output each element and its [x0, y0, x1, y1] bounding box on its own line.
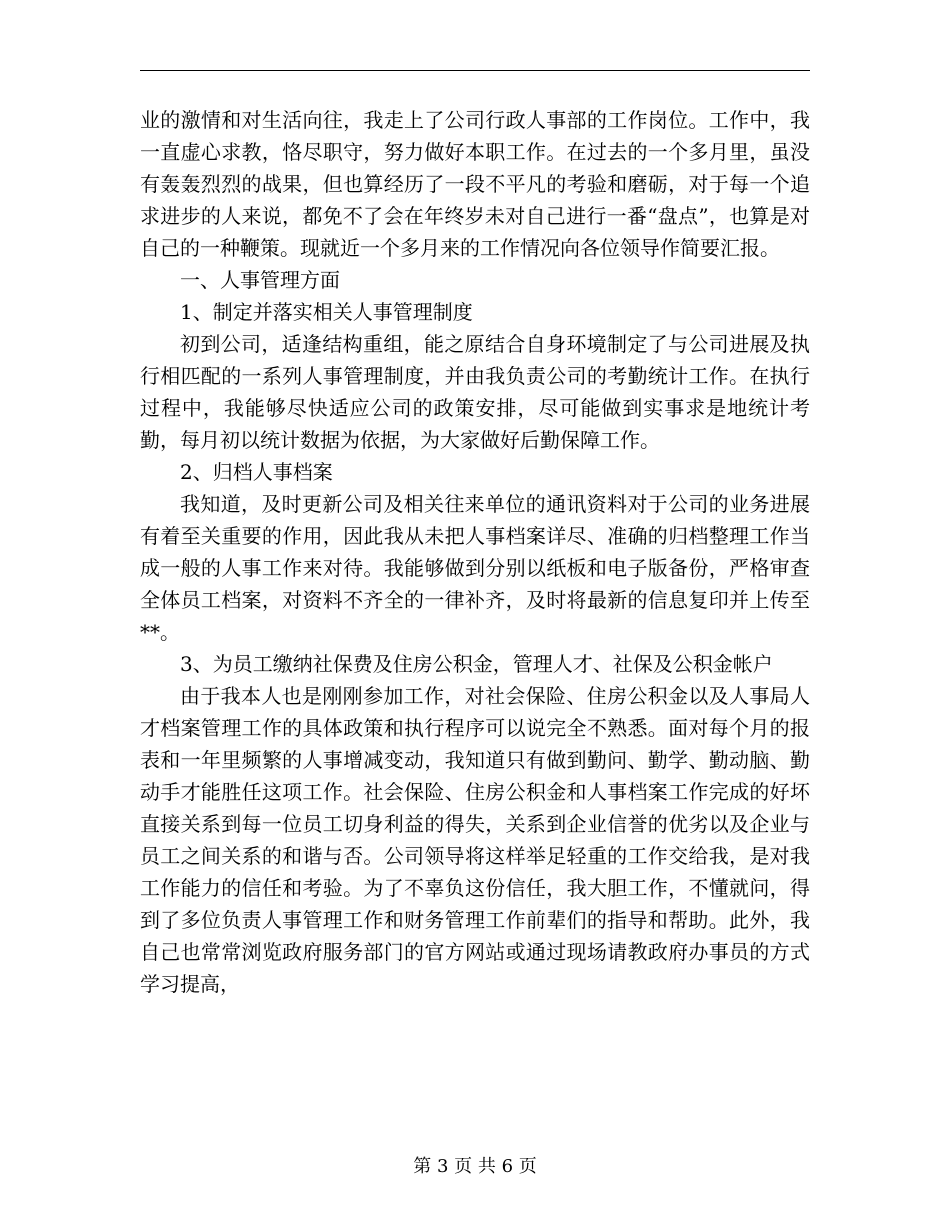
- paragraph: 一、人事管理方面: [180, 268, 340, 292]
- paragraph: 初到公司，适逢结构重组，能之原结合自身环境制定了与公司进展及执行相匹配的一系列人事管理制度，并由我负责公司的考勤统计工作。在执行过程中，我能够尽快适应公司的政策安排，尽可能做到实事求是地统计考勤，每月初以统计数据为依据，为大家做好后勤保障工作。: [140, 332, 810, 452]
- body-text: [140, 104, 810, 1000]
- paragraph: 业的激情和对生活向往，我走上了公司行政人事部的工作岗位。工作中，我一直虚心求教，恪尽职守，努力做好本职工作。在过去的一个多月里，虽没有轰轰烈烈的战果，但也算经历了一段不平凡的考验和磨砺，对于每一个追求进步的人来说，都免不了会在年终岁未对自己进行一番“盘点”，也算是对自己的一种鞭策。现就近一个多月来的工作情况向各位领导作简要汇报。: [140, 108, 810, 260]
- header-rule: [140, 70, 810, 71]
- page-footer: 第 3 页 共 6 页: [413, 1156, 537, 1177]
- paragraph: 2、归档人事档案: [180, 460, 333, 484]
- paragraph: 1、制定并落实相关人事管理制度: [180, 300, 473, 324]
- paragraph: 我知道，及时更新公司及相关往来单位的通讯资料对于公司的业务进展有着至关重要的作用，因此我从未把人事档案详尽、准确的归档整理工作当成一般的人事工作来对待。我能够做到分别以纸板和电子版备份，严格审查全体员工档案，对资料不齐全的一律补齐，及时将最新的信息复印并上传至**。: [140, 492, 810, 644]
- paragraph: 由于我本人也是刚刚参加工作，对社会保险、住房公积金以及人事局人才档案管理工作的具体政策和执行程序可以说完全不熟悉。面对每个月的报表和一年里频繁的人事增减变动，我知道只有做到勤问、勤学、勤动脑、勤动手才能胜任这项工作。社会保险、住房公积金和人事档案工作完成的好坏直接关系到每一位员工切身利益的得失，关系到企业信誉的优劣以及企业与员工之间关系的和谐与否。公司领导将这样举足轻重的工作交给我，是对我工作能力的信任和考验。为了不辜负这份信任，我大胆工作，不懂就问，得到了多位负责人事管理工作和财务管理工作前辈们的指导和帮助。此外，我自己也常常浏览政府服务部门的官方网站或通过现场请教政府办事员的方式学习提高，: [140, 684, 810, 996]
- paragraph: 3、为员工缴纳社保费及住房公积金，管理人才、社保及公积金帐户: [180, 652, 773, 676]
